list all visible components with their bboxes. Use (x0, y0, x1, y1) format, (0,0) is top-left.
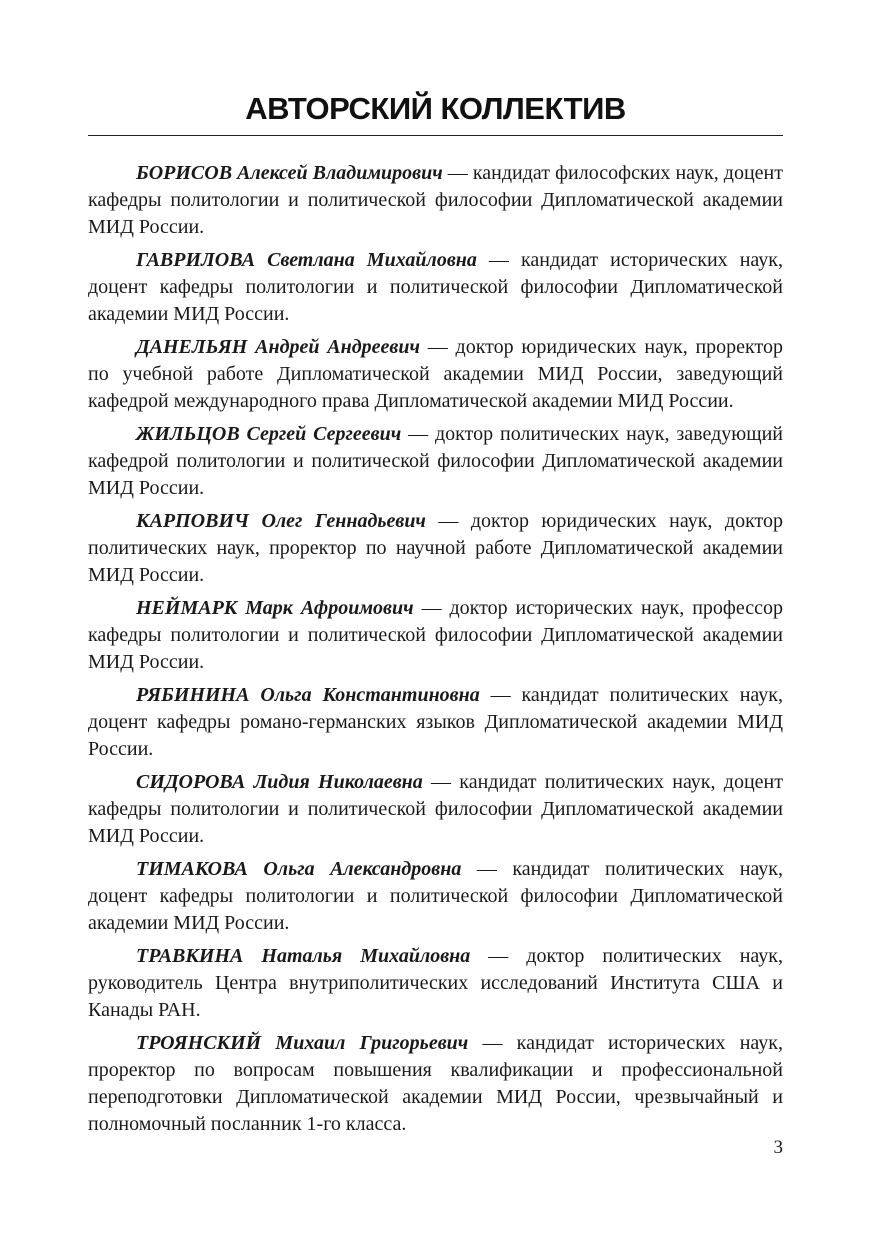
author-entry (88, 421, 783, 502)
author-name: ДАНЕЛЬЯН Андрей Андреевич (136, 336, 420, 358)
author-entry (88, 1030, 783, 1138)
author-name: ГАВРИЛОВА Светлана Михайловна (136, 249, 477, 271)
author-description: — доктор исторических наук, профессор кафедры политологии и политической философии Дипломатической академии МИД России. (88, 597, 784, 673)
page-number: 3 (773, 1137, 783, 1158)
author-entry (88, 943, 783, 1024)
author-description: — кандидат политических наук, доцент кафедры политологии и политической философии Дипломатической академии МИД России. (88, 858, 783, 934)
author-entry (88, 682, 783, 763)
author-entry (88, 769, 783, 850)
author-name: ТРОЯНСКИЙ Михаил Григорьевич (136, 1032, 469, 1054)
author-entry (88, 247, 783, 328)
author-name: КАРПОВИЧ Олег Геннадьевич (136, 510, 426, 532)
author-description: — кандидат политических наук, доцент кафедры политологии и политической философии Дипломатической академии МИД России. (88, 771, 783, 847)
author-entry (88, 856, 783, 937)
author-name: НЕЙМАРК Марк Афроимович (136, 597, 414, 619)
author-entry (88, 334, 783, 415)
author-description: — доктор юридических наук, проректор по учебной работе Дипломатической академии МИД России, заведующий кафедрой международного права Дипломатической академии МИД России. (88, 336, 783, 412)
author-description: — кандидат философских наук, доцент кафедры политологии и политической философии Дипломатической академии МИД России. (88, 162, 783, 238)
author-description: — кандидат исторических наук, проректор по вопросам повышения квалификации и профессиональной переподготовки Дипломатической академии МИД России, чрезвычайный и полномочный посланник 1-го класса. (88, 1032, 783, 1135)
author-description: — доктор юридических наук, доктор политических наук, проректор по научной работе Дипломатической академии МИД России. (88, 510, 783, 586)
author-name: РЯБИНИНА Ольга Константиновна (136, 684, 480, 706)
author-description: — доктор политических наук, руководитель Центра внутриполитических исследований Института США и Канады РАН. (88, 945, 783, 1021)
author-entry (88, 508, 783, 589)
author-name: ТРАВКИНА Наталья Михайловна (136, 945, 471, 967)
title-divider (88, 135, 783, 136)
author-name: БОРИСОВ Алексей Владимирович (136, 162, 443, 184)
author-list (88, 160, 783, 1144)
author-description: — доктор политических наук, заведующий кафедрой политологии и политической философии Дипломатической академии МИД России. (88, 423, 783, 499)
author-name: ТИМАКОВА Ольга Александровна (136, 858, 462, 880)
author-name: ЖИЛЬЦОВ Сергей Сергеевич (136, 423, 402, 445)
author-entry (88, 595, 783, 676)
author-name: СИДОРОВА Лидия Николаевна (136, 771, 423, 793)
page-title: АВТОРСКИЙ КОЛЛЕКТИВ (245, 91, 626, 126)
author-entry (88, 160, 783, 241)
author-description: — кандидат исторических наук, доцент кафедры политологии и политической философии Дипломатической академии МИД России. (88, 249, 783, 325)
author-description: — кандидат политических наук, доцент кафедры романо-германских языков Дипломатической академии МИД России. (88, 684, 783, 760)
